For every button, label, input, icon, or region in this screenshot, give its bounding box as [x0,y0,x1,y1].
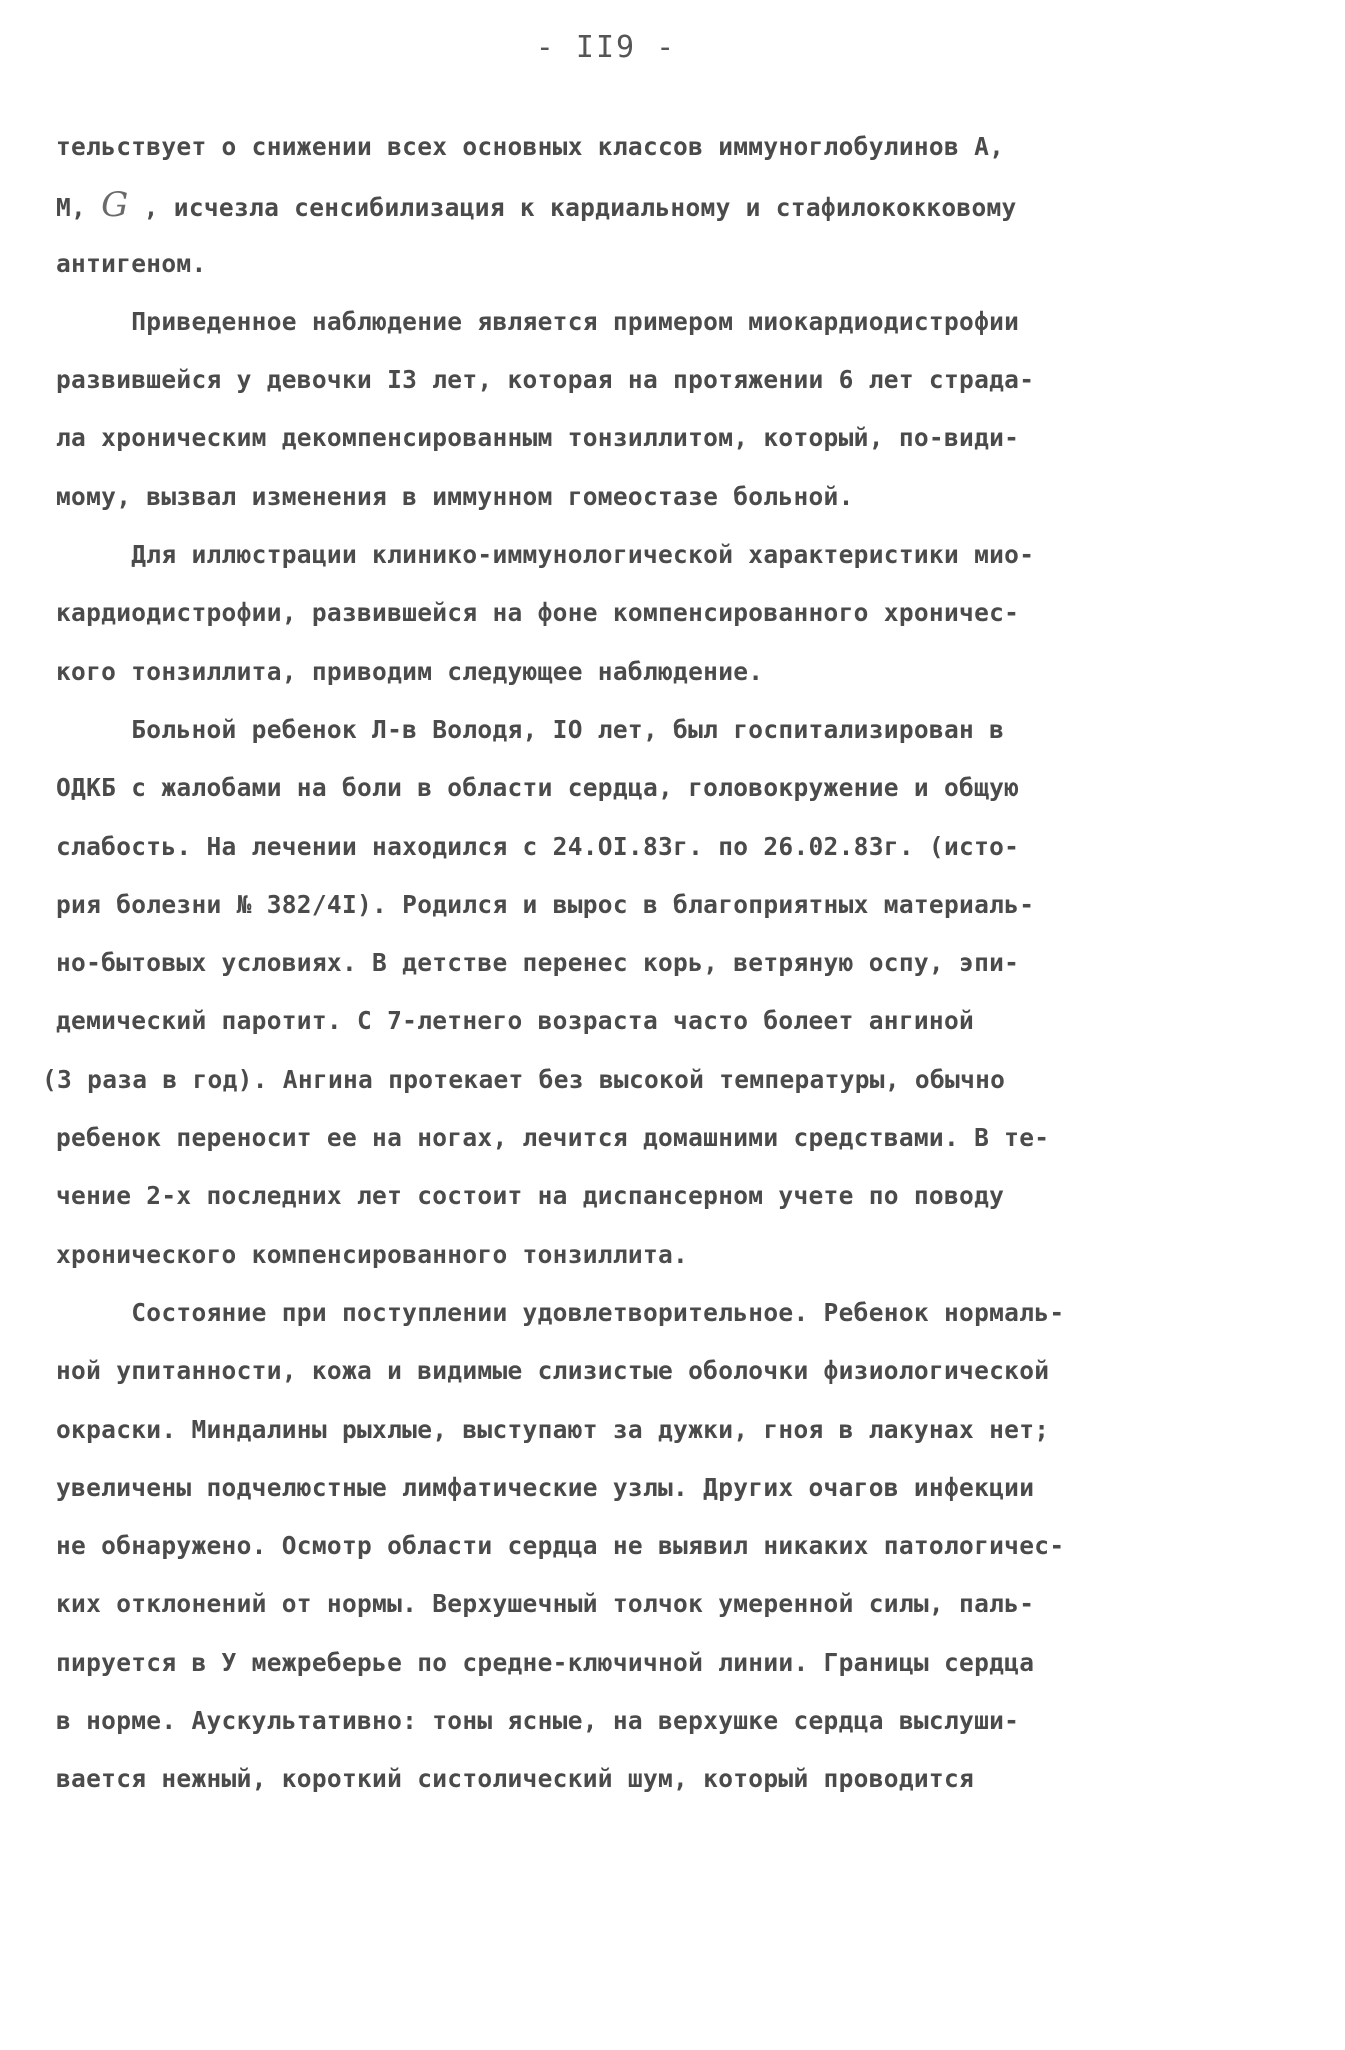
text-line: не обнаружено. Осмотр области сердца не выявил никаких патологичес- [56,1531,1065,1561]
text-line: демический паротит. С 7-летнего возраста часто болеет ангиной [56,1006,975,1036]
text-line: ла хроническим декомпенсированным тонзиллитом, который, по-види- [56,423,1020,453]
text-line: кардиодистрофии, развившейся на фоне компенсированного хроничес- [56,598,1020,628]
text-line: хронического компенсированного тонзиллита. [56,1239,689,1269]
handwritten-letter: G [101,185,129,226]
text-line: ких отклонений от нормы. Верхушечный толчок умеренной силы, паль- [56,1589,1035,1619]
text-line: тельствует о снижении всех основных классов иммуноглобулинов A, [56,132,1005,161]
text-line: кого тонзиллита, приводим следующее наблюдение. [56,656,764,686]
text-line: (3 раза в год). Ангина протекает без высокой температуры, обычно [42,1064,1006,1094]
text-line: Для иллюстрации клинико-иммунологической характеристики мио- [56,540,1035,570]
text-line: окраски. Миндалины рыхлые, выступают за дужки, гноя в лакунах нет; [56,1414,1050,1444]
text-line: мому, вызвал изменения в иммунном гомеостазе больной. [56,481,854,511]
text-line: рия болезни № 382/4I). Родился и вырос в благоприятных материаль- [56,889,1035,919]
text-line: ной упитанности, кожа и видимые слизистые оболочки физиологической [56,1356,1050,1386]
text-line: увеличены подчелюстные лимфатические узлы. Других очагов инфекции [56,1472,1035,1502]
text-line: Приведенное наблюдение является примером миокардиодистрофии [56,306,1020,336]
page-number: - II9 - [535,30,677,65]
text-line: но-бытовых условиях. В детстве перенес корь, ветряную оспу, эпи- [56,948,1020,978]
text-line: антигеном. [56,248,207,278]
text-line: пируется в У межреберье по средне-ключичной линии. Границы сердца [56,1647,1035,1677]
text-line: развившейся у девочки I3 лет, которая на протяжении 6 лет страда- [56,365,1035,395]
text-line: вается нежный, короткий систолический шум, который проводится [56,1764,975,1794]
text-line: Состояние при поступлении удовлетворительное. Ребенок нормаль- [56,1297,1065,1327]
text-line [56,176,1306,234]
text-line: ребенок переносит ее на ногах, лечится домашними средствами. В те- [56,1123,1050,1153]
text-line: в норме. Аускультативно: тоны ясные, на верхушке сердца выслуши- [56,1706,1020,1736]
body-text [42,118,1306,1809]
text-line: Больной ребенок Л-в Володя, IO лет, был госпитализирован в [56,714,1005,744]
text-line: слабость. На лечении находился с 24.OI.83г. по 26.02.83г. (исто- [56,831,1020,861]
text-line: ОДКБ с жалобами на боли в области сердца, головокружение и общую [56,773,1020,803]
line-prefix: M, [56,193,102,223]
text-line: чение 2-х последних лет состоит на диспансерном учете по поводу [56,1181,1005,1211]
line-suffix: , исчезла сенсибилизация к кардиальному и стафилококковому [128,193,1017,223]
